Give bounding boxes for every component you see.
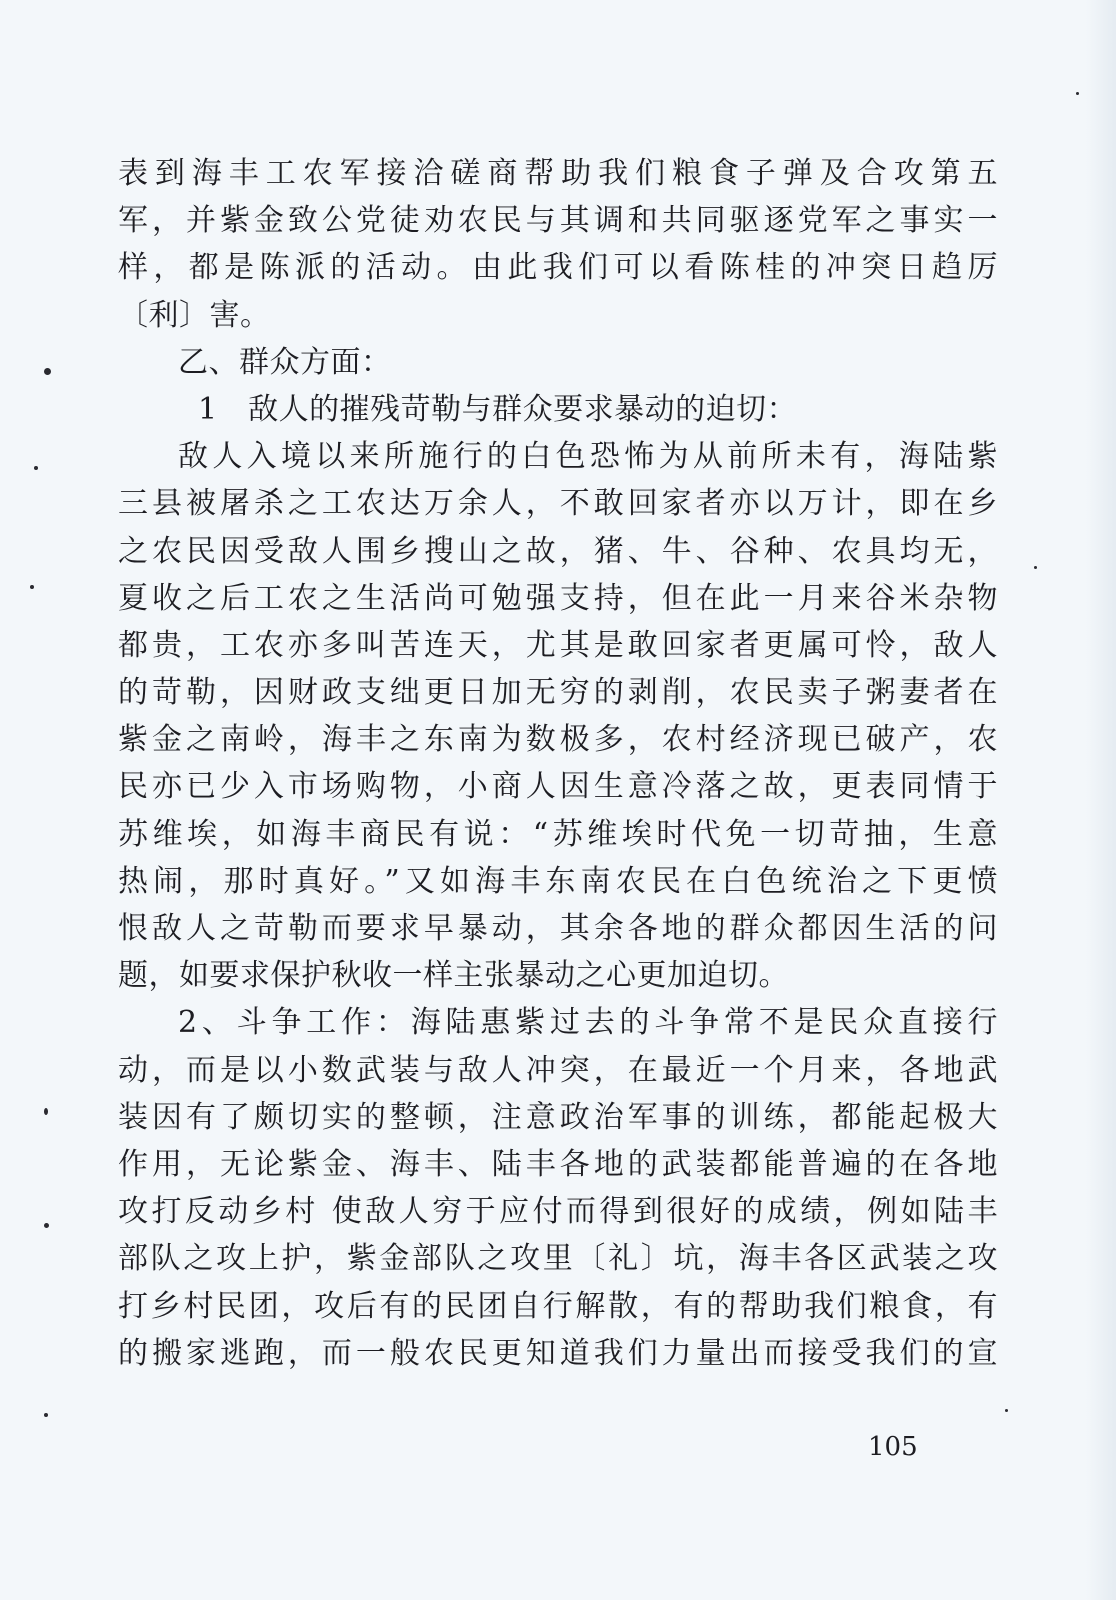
text-line: 夏收之后工农之生活尚可勉强支持，但在此一月来谷米杂物 (118, 580, 998, 616)
text-line: 三县被屠杀之工农达万余人，不敢回家者亦以万计，即在乡 (118, 486, 998, 522)
text-line: 部队之攻上护，紫金部队之攻里〔礼〕坑，海丰各区武装之攻 (118, 1241, 998, 1277)
text-line: 紫金之南岭，海丰之东南为数极多，农村经济现已破产，农 (118, 722, 998, 758)
body-text (118, 150, 998, 1377)
text-line: 的苛勒，因财政支绌更日加无穷的剥削，农民卖子粥妻者在 (118, 675, 998, 711)
text-line: 苏维埃，如海丰商民有说：“苏维埃时代免一切苛抽，生意 (118, 816, 998, 852)
text-line: 军，并紫金致公党徒劝农民与其调和共同驱逐党军之事实一 (118, 203, 998, 239)
scan-speck (44, 1108, 48, 1115)
text-line: 恨敌人之苛勒而要求早暴动，其余各地的群众都因生活的问 (118, 911, 998, 946)
text-line: 〔利〕害。 (118, 297, 271, 333)
scan-speck (30, 585, 34, 589)
scan-speck (34, 466, 38, 470)
scan-speck (1005, 1409, 1008, 1412)
text-line: 表到海丰工农军接洽磋商帮助我们粮食子弹及合攻第五 (118, 156, 998, 191)
text-line: 敌人入境以来所施行的白色恐怖为从前所未有，海陆紫 (178, 439, 998, 475)
scan-edge-shadow (1086, 0, 1116, 1600)
text-line: 之农民因受敌人围乡搜山之故，猪、牛、谷种、农具均无， (118, 533, 998, 569)
scan-speck (44, 368, 51, 375)
text-line: 民亦已少入市场购物，小商人因生意冷落之故，更表同情于 (118, 769, 998, 805)
text-line: 都贵，工农亦多叫苦连天，尤其是敢回家者更属可怜，敌人 (118, 627, 998, 663)
section-heading: 乙、群众方面： (178, 344, 392, 380)
text-line: 题，如要求保护秋收一样主张暴动之心更加迫切。 (118, 958, 789, 994)
scan-speck (1076, 92, 1079, 95)
subsection-paragraph-start: 2、斗争工作：海陆惠紫过去的斗争常不是民众直接行 (178, 1005, 998, 1041)
subsection-heading: 1 敌人的摧残苛勒与群众要求暴动的迫切： (198, 391, 798, 427)
scan-speck (44, 1413, 48, 1417)
text-line: 装因有了颇切实的整顿，注意政治军事的训练，都能起极大 (118, 1099, 998, 1135)
text-line: 的搬家逃跑，而一般农民更知道我们力量出而接受我们的宣 (118, 1335, 998, 1371)
text-line: 攻打反动乡村 使敌人穷于应付而得到很好的成绩，例如陆丰 (118, 1194, 998, 1230)
text-line: 打乡村民团，攻后有的民团自行解散，有的帮助我们粮食，有 (118, 1288, 998, 1324)
page-number: 105 (868, 1432, 918, 1462)
scan-speck (44, 1223, 49, 1228)
text-line: 热闹，那时真好。”又如海丰东南农民在白色统治之下更愤 (118, 863, 998, 899)
scan-speck (1034, 566, 1037, 569)
text-line: 样，都是陈派的活动。由此我们可以看陈桂的冲突日趋厉 (118, 250, 998, 286)
text-line: 动，而是以小数武装与敌人冲突，在最近一个月来，各地武 (118, 1052, 998, 1088)
text-line: 作用，无论紫金、海丰、陆丰各地的武装都能普遍的在各地 (118, 1146, 998, 1182)
